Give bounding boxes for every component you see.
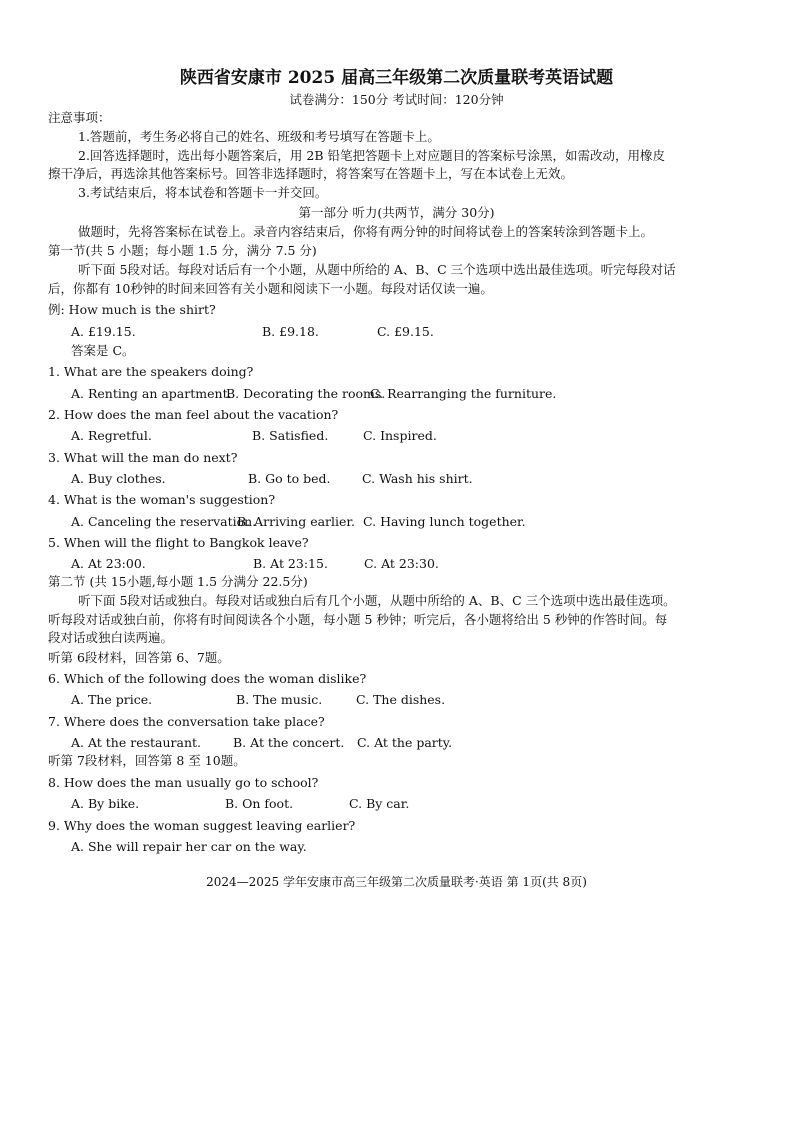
option-c: C. Rearranging the furniture. xyxy=(370,386,557,401)
option-b: B. £9.18. xyxy=(262,324,319,339)
option-c: C. Inspired. xyxy=(363,428,437,443)
section2-instruction: 段对话或独白读两遍。 xyxy=(48,630,174,645)
question-7-options xyxy=(0,735,793,751)
option-c: C. At the party. xyxy=(357,735,453,750)
option-b: B. On foot. xyxy=(225,796,294,811)
option-a: A. £19.15. xyxy=(71,324,136,339)
option-b: B. Satisfied. xyxy=(252,428,329,443)
option-b: B. The music. xyxy=(236,692,323,707)
note-item: 1.答题前，考生务必将自己的姓名、班级和考号填写在答题卡上。 xyxy=(78,129,440,144)
option-a: A. Renting an apartment. xyxy=(71,386,232,401)
section1-heading: 第一节(共 5 小题；每小题 1.5 分，满分 7.5 分) xyxy=(48,243,317,258)
question-1-options xyxy=(0,386,793,402)
question-8-options xyxy=(0,796,793,812)
material-6-heading: 听第 6段材料，回答第 6、7题。 xyxy=(48,650,230,665)
option-b: B. Decorating the rooms. xyxy=(226,386,386,401)
section2-heading: 第二节 (共 15小题,每小题 1.5 分满分 22.5分) xyxy=(48,574,308,589)
option-c: C. The dishes. xyxy=(356,692,446,707)
page-subtitle: 试卷满分：150分 考试时间：120分钟 xyxy=(289,92,504,107)
example-question: 例: How much is the shirt? xyxy=(48,302,216,317)
page-footer: 2024—2025 学年安康市高三年级第二次质量联考·英语 第 1页(共 8页) xyxy=(206,875,587,889)
question-4: 4. What is the woman's suggestion? xyxy=(48,492,276,507)
option-a: A. She will repair her car on the way. xyxy=(71,839,307,854)
option-b: B. At the concert. xyxy=(233,735,345,750)
section2-instruction: 听下面 5段对话或独白。每段对话或独白后有几个小题，从题中所给的 A、B、C 三个选项中选出最佳选项。 xyxy=(78,593,676,608)
question-8: 8. How does the man usually go to school? xyxy=(48,775,319,790)
question-2-options xyxy=(0,428,793,444)
option-a: A. Regretful. xyxy=(71,428,152,443)
note-item: 2.回答选择题时，选出每小题答案后，用 2B 铅笔把答题卡上对应题目的答案标号涂黑，如需改动，用橡皮 xyxy=(78,148,666,163)
part1-instruction: 做题时，先将答案标在试卷上。录音内容结束后，你将有两分钟的时间将试卷上的答案转涂到答题卡上。 xyxy=(78,224,654,239)
question-6: 6. Which of the following does the woman dislike? xyxy=(48,671,367,686)
example-options xyxy=(0,324,793,340)
question-2: 2. How does the man feel about the vacation? xyxy=(48,407,339,422)
note-item: 擦干净后，再选涂其他答案标号。回答非选择题时，将答案写在答题卡上，写在本试卷上无效。 xyxy=(48,166,574,181)
option-c: C. Wash his shirt. xyxy=(362,471,473,486)
question-5: 5. When will the flight to Bangkok leave? xyxy=(48,535,309,550)
material-7-heading: 听第 7段材料，回答第 8 至 10题。 xyxy=(48,753,246,768)
option-b: B. Arriving earlier. xyxy=(237,514,355,529)
option-c: C. Having lunch together. xyxy=(363,514,526,529)
question-6-options xyxy=(0,692,793,708)
section1-instruction: 听下面 5段对话。每段对话后有一个小题，从题中所给的 A、B、C 三个选项中选出最佳选项。听完每段对话 xyxy=(78,262,676,277)
option-a: A. Canceling the reservation. xyxy=(71,514,257,529)
option-c: C. By car. xyxy=(349,796,410,811)
question-1: 1. What are the speakers doing? xyxy=(48,364,254,379)
option-a: A. At the restaurant. xyxy=(71,735,202,750)
question-9: 9. Why does the woman suggest leaving earlier? xyxy=(48,818,356,833)
option-c: C. At 23:30. xyxy=(364,556,439,571)
section2-instruction: 听每段对话或独白前，你将有时间阅读各个小题，每小题 5 秒钟；听完后，各小题将给出 5 秒钟的作答时间。每 xyxy=(48,612,668,627)
question-4-options xyxy=(0,514,793,530)
option-a: A. The price. xyxy=(71,692,153,707)
example-answer: 答案是 C。 xyxy=(71,343,135,358)
option-b: B. At 23:15. xyxy=(253,556,328,571)
notes-heading: 注意事项： xyxy=(48,110,111,125)
page-title: 陕西省安康市 2025 届高三年级第二次质量联考英语试题 xyxy=(179,68,614,88)
question-3: 3. What will the man do next? xyxy=(48,450,238,465)
option-a: A. At 23:00. xyxy=(71,556,146,571)
option-a: A. By bike. xyxy=(71,796,140,811)
part1-heading: 第一部分 听力(共两节，满分 30分) xyxy=(298,205,495,220)
question-3-options xyxy=(0,471,793,487)
option-c: C. £9.15. xyxy=(377,324,434,339)
option-b: B. Go to bed. xyxy=(248,471,331,486)
section1-instruction: 后，你都有 10秒钟的时间来回答有关小题和阅读下一小题。每段对话仅读一遍。 xyxy=(48,281,493,296)
note-item: 3.考试结束后，将本试卷和答题卡一并交回。 xyxy=(78,185,328,200)
question-5-options xyxy=(0,556,793,572)
option-a: A. Buy clothes. xyxy=(71,471,166,486)
question-7: 7. Where does the conversation take place? xyxy=(48,714,325,729)
